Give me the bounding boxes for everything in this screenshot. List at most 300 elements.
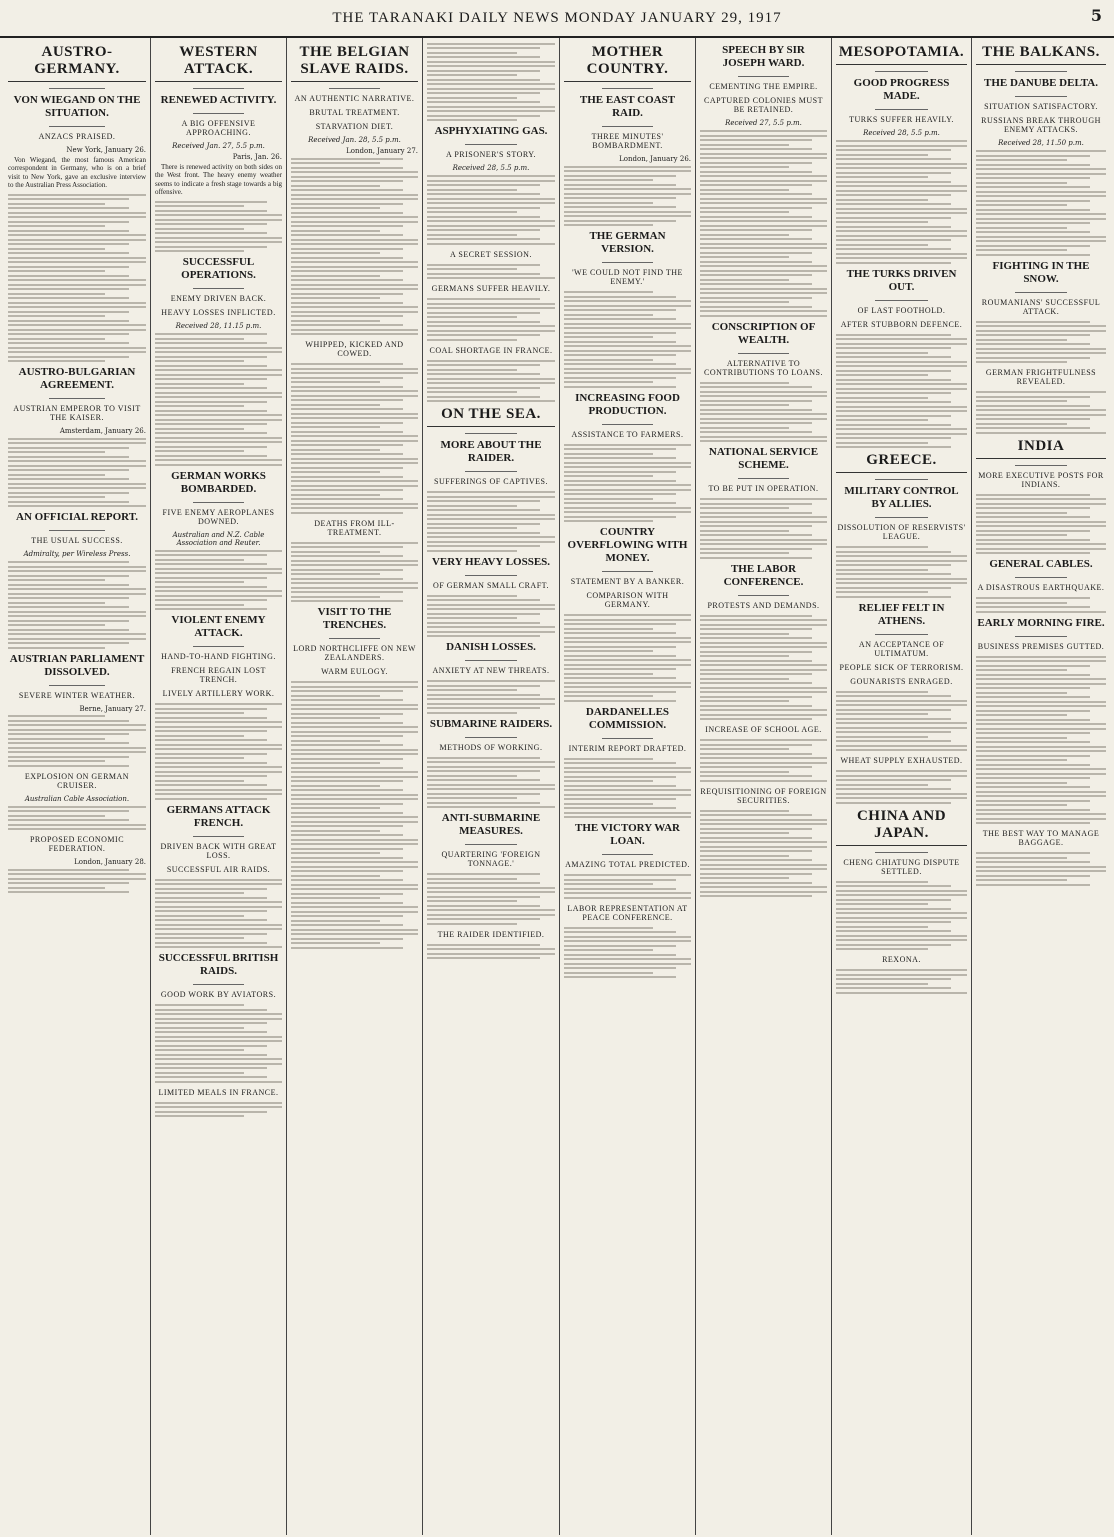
text-line [291, 902, 403, 904]
text-line [427, 321, 540, 323]
text-line [564, 940, 691, 942]
text-line [976, 852, 1090, 854]
text-line [976, 732, 1090, 734]
text-line [155, 401, 267, 403]
text-line [976, 405, 1090, 407]
article-text-block [427, 944, 555, 960]
text-line [291, 731, 418, 733]
text-line [700, 413, 827, 415]
text-line [427, 703, 555, 705]
text-line [291, 207, 380, 209]
text-line [291, 839, 418, 841]
text-line [291, 569, 403, 571]
text-line [291, 234, 403, 236]
text-line [291, 381, 380, 383]
text-line [700, 744, 812, 746]
article-text-block [155, 703, 282, 800]
article-subheading: GERMAN FRIGHTFULNESS REVEALED. [985, 368, 1097, 386]
text-line [427, 757, 540, 759]
text-line [976, 809, 1090, 811]
article-subheading: DISSOLUTION OF RESERVISTS' LEAGUE. [837, 523, 966, 541]
text-line [291, 843, 418, 845]
text-line [155, 599, 267, 601]
text-line [564, 211, 691, 213]
text-line [291, 329, 418, 331]
text-line [700, 292, 827, 294]
text-line [976, 427, 1090, 429]
text-line [564, 448, 676, 450]
text-line [700, 297, 812, 299]
text-line [564, 762, 676, 764]
text-line [976, 861, 1090, 863]
text-line [291, 435, 418, 437]
article-subheading: LORD NORTHCLIFFE ON NEW ZEALANDERS. [293, 644, 416, 662]
text-line [836, 397, 928, 399]
text-line [8, 606, 129, 608]
text-line [976, 240, 1106, 242]
text-line [564, 489, 691, 491]
text-line [427, 905, 540, 907]
text-line [836, 587, 951, 589]
text-line [836, 401, 951, 403]
text-line [8, 212, 146, 214]
text-line [8, 465, 146, 467]
text-line [564, 300, 691, 302]
text-line [976, 879, 1067, 881]
text-line [427, 229, 540, 231]
text-line [8, 347, 146, 349]
text-line [427, 225, 555, 227]
text-line [155, 762, 267, 764]
text-line [427, 770, 540, 772]
text-line [976, 249, 1067, 251]
text-line [291, 884, 418, 886]
text-line [836, 695, 951, 697]
text-line [976, 155, 1090, 157]
text-line [700, 521, 827, 523]
article-text-block [291, 158, 418, 336]
text-line [976, 200, 1090, 202]
text-line [976, 191, 1106, 193]
text-line [700, 628, 812, 630]
text-line [427, 65, 555, 67]
text-line [8, 243, 129, 245]
text-line [155, 432, 267, 434]
text-line [564, 318, 676, 320]
text-line [291, 476, 403, 478]
text-line [8, 492, 129, 494]
article-subheading: SITUATION SATISFACTORY. [984, 102, 1098, 111]
text-line [291, 771, 418, 773]
text-line [564, 789, 691, 791]
text-line [8, 356, 129, 358]
text-line [976, 782, 1067, 784]
text-line [836, 944, 951, 946]
dateline: Paris, Jan. 26. [232, 153, 282, 161]
text-line [291, 812, 403, 814]
text-line [700, 705, 812, 707]
text-line [155, 577, 267, 579]
text-line [976, 195, 1106, 197]
text-line [836, 208, 967, 210]
article-headline: THE TURKS DRIVEN OUT. [846, 267, 957, 293]
text-line [8, 252, 129, 254]
text-line [700, 418, 827, 420]
article-subheading: BRUTAL TREATMENT. [309, 108, 400, 117]
text-line [291, 717, 380, 719]
text-line [427, 330, 555, 332]
text-line [155, 347, 282, 349]
article-subheading: OF GERMAN SMALL CRAFT. [433, 580, 549, 590]
text-line [836, 969, 967, 971]
text-line [564, 314, 653, 316]
article-headline: THE LABOR CONFERENCE. [723, 562, 804, 588]
text-line [700, 427, 789, 429]
text-line [291, 315, 403, 317]
article-text-block [564, 166, 691, 227]
text-line [700, 315, 827, 317]
text-line [836, 392, 951, 394]
article-text-block [700, 382, 827, 443]
text-line [427, 793, 540, 795]
text-line [291, 462, 418, 464]
text-line [976, 611, 1106, 613]
text-line [700, 718, 812, 720]
text-line [976, 660, 1106, 662]
text-line [836, 419, 928, 421]
text-line [836, 370, 951, 372]
text-line [291, 413, 418, 415]
newspaper-columns [4, 38, 1110, 1535]
text-line [700, 229, 812, 231]
section-headline: GREECE. [836, 452, 967, 473]
text-line [564, 224, 653, 226]
text-line [155, 766, 282, 768]
text-line [564, 888, 676, 890]
text-line [291, 248, 403, 250]
text-line [291, 740, 380, 742]
article-subheading: THE USUAL SUCCESS. [31, 536, 123, 546]
text-line [291, 591, 403, 593]
text-line [976, 357, 1090, 359]
text-line [155, 1076, 267, 1078]
text-line [291, 897, 380, 899]
text-line [155, 232, 267, 234]
text-line [976, 791, 1106, 793]
divider [193, 984, 244, 985]
article-subheading: SUFFERINGS OF CAPTIVES. [434, 477, 548, 486]
text-line [564, 646, 676, 648]
text-line [155, 744, 282, 746]
text-line [564, 619, 691, 621]
text-line [564, 677, 676, 679]
dateline: London, January 27. [346, 147, 418, 155]
article-text-block [836, 140, 967, 264]
text-line [427, 364, 540, 366]
text-line [700, 198, 827, 200]
text-line [976, 409, 1106, 411]
article-subheading: AMAZING TOTAL PREDICTED. [565, 860, 690, 869]
text-line [700, 655, 789, 657]
text-line [427, 685, 540, 687]
text-line [427, 101, 540, 103]
text-line [836, 361, 967, 363]
article-subheading: LIVELY ARTILLERY WORK. [162, 689, 275, 699]
text-line [155, 789, 282, 791]
text-line [155, 1106, 282, 1108]
text-line [291, 915, 403, 917]
text-line [564, 771, 691, 773]
text-line [155, 223, 267, 225]
text-line [291, 399, 403, 401]
text-line [564, 471, 676, 473]
article-headline: DANISH LOSSES. [446, 641, 536, 653]
article-subheading: ASSISTANCE TO FARMERS. [571, 429, 684, 439]
text-line [291, 293, 403, 295]
text-line [291, 225, 403, 227]
divider [49, 126, 104, 127]
text-line [836, 176, 928, 178]
text-line [427, 523, 540, 525]
text-line [291, 852, 380, 854]
text-line [8, 248, 105, 250]
text-line [836, 244, 928, 246]
text-line [291, 879, 403, 881]
text-line [8, 216, 146, 218]
text-line [976, 710, 1090, 712]
article-text-block [976, 391, 1106, 434]
text-line [427, 193, 540, 195]
text-line [427, 541, 555, 543]
text-line [976, 795, 1106, 797]
text-line [155, 721, 282, 723]
text-line [836, 338, 967, 340]
text-line [427, 52, 517, 54]
text-line [427, 268, 517, 270]
article-text-block [291, 681, 418, 949]
text-line [8, 579, 105, 581]
text-line [836, 347, 951, 349]
article-text-block [8, 438, 146, 508]
article-text-block [427, 175, 555, 245]
text-line [836, 365, 967, 367]
text-line [291, 857, 403, 859]
text-line [700, 301, 789, 303]
divider [875, 479, 927, 480]
text-line [700, 700, 789, 702]
text-line [836, 379, 951, 381]
text-line [836, 749, 967, 751]
dateline: Amsterdam, January 26. [59, 427, 146, 436]
text-line [155, 1013, 282, 1015]
text-line [836, 217, 951, 219]
text-line [700, 660, 812, 662]
text-line [291, 158, 403, 160]
article-text-block [700, 615, 827, 721]
text-line [976, 719, 1090, 721]
text-line [700, 810, 789, 812]
article-subheading: AFTER STUBBORN DEFENCE. [840, 319, 963, 329]
article-subheading: SUCCESSFUL AIR RAIDS. [166, 864, 271, 874]
text-line [291, 243, 418, 245]
text-line [564, 664, 691, 666]
article-text-block [836, 770, 967, 804]
text-line [155, 1072, 244, 1074]
text-line [700, 691, 827, 693]
text-line [427, 509, 540, 511]
article-text-block [564, 874, 691, 899]
text-line [8, 288, 129, 290]
text-line [836, 775, 967, 777]
text-line [155, 942, 267, 944]
text-line [155, 793, 282, 795]
text-line [155, 237, 282, 239]
article-subheading: CEMENTING THE EMPIRE. [709, 82, 818, 91]
article-headline: CONSCRIPTION OF WEALTH. [711, 320, 816, 346]
text-line [976, 400, 1067, 402]
text-line [836, 713, 928, 715]
text-line [836, 546, 928, 548]
text-line [8, 505, 146, 507]
text-line [700, 386, 812, 388]
divider [738, 595, 789, 596]
text-line [291, 311, 418, 313]
text-line [836, 582, 967, 584]
text-line [8, 615, 146, 617]
article-subheading: AN AUTHENTIC NARRATIVE. [294, 94, 415, 103]
text-line [976, 168, 1106, 170]
article-text-block [155, 879, 282, 949]
text-line [291, 306, 418, 308]
text-line [836, 149, 951, 151]
text-line [976, 231, 1090, 233]
text-line [8, 633, 146, 635]
text-line [155, 219, 282, 221]
text-line [700, 828, 812, 830]
text-line [564, 682, 691, 684]
article-headline: SUBMARINE RAIDERS. [429, 717, 553, 730]
text-line [976, 325, 1106, 327]
text-line [564, 655, 676, 657]
text-line [291, 194, 418, 196]
text-line [155, 901, 282, 903]
text-line [8, 306, 146, 308]
text-line [291, 453, 403, 455]
text-line [8, 297, 129, 299]
text-line [564, 963, 691, 965]
article-subheading: INTERIM REPORT DRAFTED. [568, 743, 687, 753]
text-line [427, 396, 540, 398]
text-line [427, 79, 540, 81]
text-line [291, 449, 380, 451]
text-line [427, 604, 555, 606]
section-headline: MOTHER COUNTRY. [564, 44, 691, 82]
text-line [8, 824, 146, 826]
text-line [564, 794, 691, 796]
text-line [8, 324, 146, 326]
section-headline: THE BELGIAN SLAVE RAIDS. [291, 44, 418, 82]
article-text-block [8, 715, 146, 767]
text-line [155, 428, 244, 430]
text-line [976, 391, 1106, 393]
article-subheading: PROPOSED ECONOMIC FEDERATION. [29, 835, 125, 854]
text-line [427, 298, 540, 300]
column-the-balkans [971, 38, 1110, 1535]
text-line [836, 740, 951, 742]
text-line [427, 119, 517, 121]
text-line [427, 207, 540, 209]
text-line [700, 153, 827, 155]
text-line [427, 617, 517, 619]
divider [465, 737, 516, 738]
text-line [8, 747, 146, 749]
text-line [564, 516, 676, 518]
text-line [700, 642, 827, 644]
article-subheading: BUSINESS PREMISES GUTTED. [977, 641, 1105, 651]
text-line [836, 564, 951, 566]
divider [49, 685, 104, 686]
text-line [836, 181, 951, 183]
text-line [700, 130, 827, 132]
text-line [155, 717, 267, 719]
text-line [291, 708, 418, 710]
article-headline: THE GERMAN VERSION. [589, 230, 666, 255]
text-line [700, 882, 812, 884]
text-line [564, 368, 691, 370]
text-line [700, 615, 812, 617]
divider [875, 71, 927, 72]
article-text-block [291, 363, 418, 514]
text-line [291, 758, 403, 760]
text-line [155, 928, 282, 930]
text-line [427, 873, 540, 875]
text-line [976, 701, 1106, 703]
divider [738, 76, 789, 77]
text-line [291, 212, 403, 214]
text-line [976, 606, 1090, 608]
text-line [427, 613, 540, 615]
text-line [700, 637, 812, 639]
text-line [8, 756, 129, 758]
text-line [8, 351, 146, 353]
article-subheading: FIVE ENEMY AEROPLANES DOWNED. [162, 507, 275, 526]
text-line [427, 918, 540, 920]
text-line [8, 234, 146, 236]
text-line [8, 566, 146, 568]
text-line [836, 437, 951, 439]
text-line [836, 917, 967, 919]
text-line [8, 715, 105, 717]
text-line [700, 180, 827, 182]
text-line [976, 705, 1106, 707]
text-line [155, 1009, 267, 1011]
text-line [8, 198, 129, 200]
text-line [291, 171, 418, 173]
text-line [155, 205, 244, 207]
text-line [291, 596, 380, 598]
article-subheading: GOOD WORK BY AVIATORS. [160, 990, 277, 1000]
text-line [836, 446, 951, 448]
article-headline: VIOLENT ENEMY ATTACK. [171, 614, 266, 640]
text-line [155, 1111, 267, 1113]
text-line [155, 739, 267, 741]
text-line [976, 768, 1106, 770]
text-line [836, 912, 967, 914]
text-line [700, 306, 812, 308]
divider [1015, 636, 1067, 637]
text-line [700, 624, 827, 626]
text-line [836, 203, 951, 205]
